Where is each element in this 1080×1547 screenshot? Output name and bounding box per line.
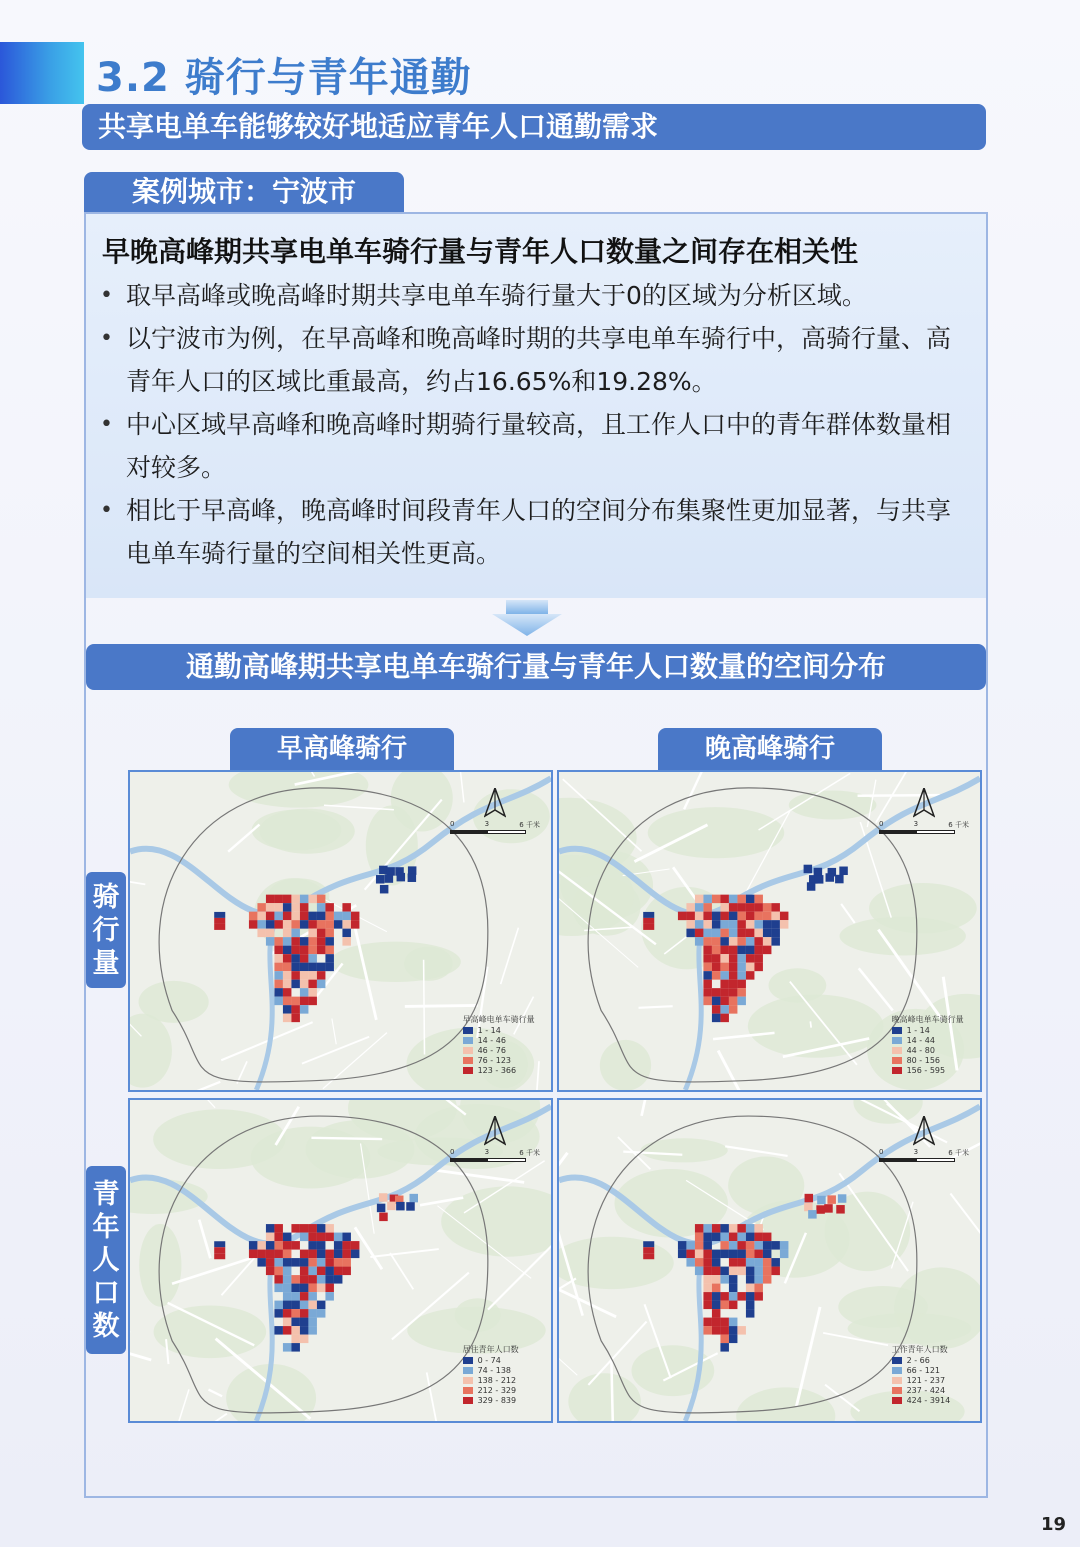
down-arrow-icon <box>492 600 562 636</box>
legend-swatch <box>892 1397 902 1404</box>
legend-swatch <box>463 1377 473 1384</box>
legend-title: 工作青年人口数 <box>891 1344 948 1354</box>
legend-label: 123 - 366 <box>477 1066 517 1076</box>
row-label-youth-population <box>86 1166 126 1354</box>
legend-item <box>892 1066 964 1076</box>
scale-label: 3 <box>484 1148 490 1157</box>
findings-heading: 早晚高峰期共享电单车骑行量与青年人口数量之间存在相关性 <box>102 235 859 268</box>
map-morning-youth-residents <box>128 1098 553 1423</box>
legend-label: 156 - 595 <box>906 1066 946 1076</box>
legend-swatch <box>892 1377 902 1384</box>
scale-bar <box>450 1148 540 1162</box>
legend-item <box>892 1386 951 1396</box>
row-label-text: 青 年 人 口 数 <box>92 1178 120 1342</box>
legend-label: 14 - 44 <box>906 1036 935 1046</box>
legend-item <box>463 1036 535 1046</box>
legend-item <box>463 1046 535 1056</box>
legend-item <box>892 1046 964 1056</box>
scale-label: 6 千米 <box>948 820 969 829</box>
legend-swatch <box>892 1357 902 1364</box>
legend-title: 晚高峰电单车骑行量 <box>891 1014 964 1024</box>
legend-item <box>892 1036 964 1046</box>
legend-swatch <box>463 1067 473 1074</box>
north-arrow-icon <box>484 788 506 818</box>
legend-item <box>463 1386 519 1396</box>
legend-item <box>892 1026 964 1036</box>
legend-label: 424 - 3914 <box>906 1396 951 1406</box>
maps-section-title: 通勤高峰期共享电单车骑行量与青年人口数量的空间分布 <box>86 644 986 690</box>
legend-swatch <box>463 1037 473 1044</box>
legend-label: 212 - 329 <box>477 1386 517 1396</box>
legend-label: 76 - 123 <box>477 1056 511 1066</box>
legend-label: 14 - 46 <box>477 1036 506 1046</box>
legend-label: 0 - 74 <box>477 1356 501 1366</box>
scale-bar <box>879 1148 969 1162</box>
finding-item: • 取早高峰或晚高峰时期共享电单车骑行量大于0的区域为分析区域。 <box>100 274 970 317</box>
findings-box <box>86 214 986 598</box>
legend-item <box>463 1356 519 1366</box>
legend-label: 237 - 424 <box>906 1386 946 1396</box>
north-arrow-icon <box>913 788 935 818</box>
header-accent-bar <box>0 42 84 104</box>
map-legend <box>892 1344 951 1406</box>
legend-swatch <box>892 1067 902 1074</box>
north-arrow-icon <box>484 1116 506 1146</box>
legend-label: 329 - 839 <box>477 1396 517 1406</box>
row-label-ridership <box>86 872 126 988</box>
legend-swatch <box>892 1387 902 1394</box>
legend-swatch <box>892 1027 902 1034</box>
column-tab-evening: 晚高峰骑行 <box>658 728 882 770</box>
finding-item: • 相比于早高峰，晚高峰时间段青年人口的空间分布集聚性更加显著，与共享电单车骑行量的空间相关性更高。 <box>100 489 970 575</box>
legend-item <box>892 1376 951 1386</box>
legend-item <box>463 1066 535 1076</box>
legend-swatch <box>463 1027 473 1034</box>
scale-label: 0 <box>878 819 884 828</box>
scale-label: 0 <box>878 1148 884 1157</box>
legend-label: 1 - 14 <box>906 1026 930 1036</box>
scale-label: 0 <box>449 819 455 828</box>
legend-item <box>463 1396 519 1406</box>
map-evening-youth-workers <box>557 1098 982 1423</box>
map-legend <box>463 1014 535 1076</box>
scale-label: 6 千米 <box>948 1149 969 1158</box>
legend-item <box>892 1366 951 1376</box>
legend-title: 居住青年人口数 <box>462 1344 519 1354</box>
legend-label: 138 - 212 <box>477 1376 517 1386</box>
legend-item <box>892 1356 951 1366</box>
scale-label: 3 <box>913 1148 919 1157</box>
page-title: 3.2 骑行与青年通勤 <box>96 55 472 101</box>
page-number: 19 <box>1040 1514 1066 1535</box>
scale-label: 3 <box>484 819 490 828</box>
scale-bar <box>879 820 969 834</box>
legend-item <box>892 1056 964 1066</box>
legend-swatch <box>463 1367 473 1374</box>
map-legend <box>892 1014 964 1076</box>
map-morning-ridership <box>128 770 553 1092</box>
legend-item <box>463 1056 535 1066</box>
legend-swatch <box>463 1357 473 1364</box>
north-arrow-icon <box>913 1116 935 1146</box>
scale-label: 0 <box>449 1148 455 1157</box>
scale-label: 6 千米 <box>519 1149 540 1158</box>
legend-swatch <box>892 1057 902 1064</box>
legend-swatch <box>463 1397 473 1404</box>
legend-label: 46 - 76 <box>477 1046 506 1056</box>
map-evening-ridership <box>557 770 982 1092</box>
scale-label: 6 千米 <box>519 820 540 829</box>
scale-bar <box>450 820 540 834</box>
legend-label: 66 - 121 <box>906 1366 940 1376</box>
legend-swatch <box>463 1057 473 1064</box>
map-legend <box>463 1344 519 1406</box>
scale-label: 3 <box>913 819 919 828</box>
row-label-text: 骑 行 量 <box>92 881 120 979</box>
legend-title: 早高峰电单车骑行量 <box>462 1014 535 1024</box>
column-tab-morning: 早高峰骑行 <box>230 728 454 770</box>
legend-swatch <box>463 1047 473 1054</box>
section-subtitle: 共享电单车能够较好地适应青年人口通勤需求 <box>82 104 986 150</box>
findings-list <box>100 274 970 575</box>
finding-item: • 以宁波市为例，在早高峰和晚高峰时期的共享电单车骑行中，高骑行量、高青年人口的区域比重最高，约占16.65%和19.28%。 <box>100 317 970 403</box>
legend-swatch <box>892 1037 902 1044</box>
legend-label: 44 - 80 <box>906 1046 935 1056</box>
legend-item <box>463 1366 519 1376</box>
legend-swatch <box>892 1367 902 1374</box>
legend-label: 74 - 138 <box>477 1366 511 1376</box>
legend-item <box>463 1376 519 1386</box>
legend-label: 2 - 66 <box>906 1356 930 1366</box>
legend-label: 80 - 156 <box>906 1056 940 1066</box>
legend-swatch <box>892 1047 902 1054</box>
legend-label: 121 - 237 <box>906 1376 946 1386</box>
legend-label: 1 - 14 <box>477 1026 501 1036</box>
legend-item <box>463 1026 535 1036</box>
case-city-tab: 案例城市：宁波市 <box>84 172 404 212</box>
legend-swatch <box>463 1387 473 1394</box>
finding-item: • 中心区域早高峰和晚高峰时期骑行量较高，且工作人口中的青年群体数量相对较多。 <box>100 403 970 489</box>
legend-item <box>892 1396 951 1406</box>
